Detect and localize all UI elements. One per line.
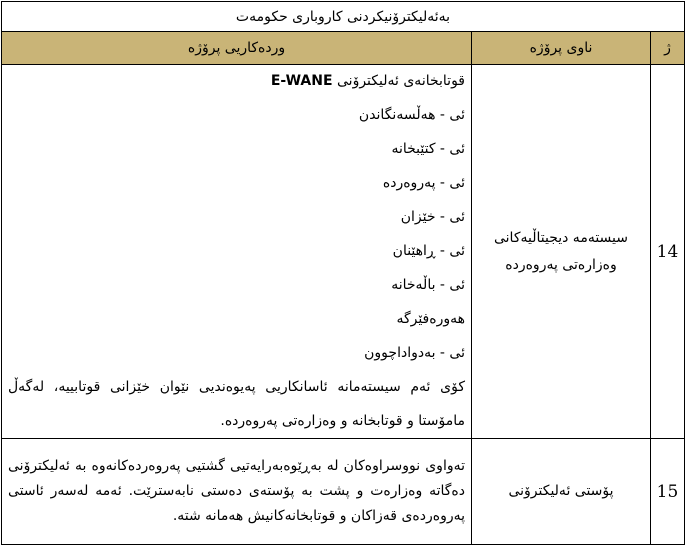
table-row (2, 439, 685, 545)
header-project-name: ناوی پرۆژە (472, 32, 651, 65)
table-caption: بەئەلیکترۆنیکردنی کاروباری حکومەت (2, 2, 685, 32)
details-item: ئی - بەدواداچوون (364, 345, 465, 361)
header-details: وردەکاریی پرۆژە (2, 32, 472, 65)
project-name-line: سیستەمە دیجیتاڵیەکانی (493, 229, 628, 246)
project-name-cell (472, 65, 651, 439)
details-heading-brand: E-WANE (270, 73, 333, 89)
details-summary: کۆی ئەم سیستەمانە ئاسانکاریی پەیوەندیی نێوان خێزانی قوتابییە، لەگەڵ مامۆستا و قوتابخانە و وەزارەتی پەروەردە. (8, 379, 465, 429)
table-row (2, 65, 685, 439)
details-item: ئی - کتێبخانە (391, 141, 465, 157)
project-details-cell (2, 439, 472, 545)
details-paragraph: تەواوی نووسراوەکان لە بەڕێوەبەرایەتیی گشتیی پەروەردەکانەوە بە ئەلیکترۆنی دەگاتە وەزارەت و پشت بە پۆستەی دەستی نابەسترێت. ئەمە لەسەر ئاستی پەروەردەی قەزاکان و قوتابخانەکانیش هەمانە شتە. (8, 458, 465, 524)
details-item: هەورەفێرگە (396, 311, 465, 327)
table-header-row (2, 32, 685, 65)
project-name-cell: پۆستی ئەلیکترۆنی (472, 439, 651, 545)
project-table (1, 1, 685, 545)
table-caption-row (2, 2, 685, 32)
header-number: ژ (651, 32, 685, 65)
details-item: ئی - پەروەردە (382, 175, 465, 191)
project-name-line: وەزارەتی پەروەردە (505, 256, 617, 273)
details-heading (8, 65, 465, 98)
details-item: ئی - ڕاهێنان (392, 243, 465, 259)
details-item: ئی - باڵەخانە (391, 277, 465, 293)
details-item: ئی - خێزان (400, 209, 465, 225)
row-number: 15 (651, 439, 685, 545)
details-heading-prefix: قوتابخانەی ئەلیکترۆنی (337, 73, 465, 89)
details-item: ئی - هەڵسەنگاندن (358, 107, 465, 123)
project-details-cell (2, 65, 472, 439)
row-number: 14 (651, 65, 685, 439)
